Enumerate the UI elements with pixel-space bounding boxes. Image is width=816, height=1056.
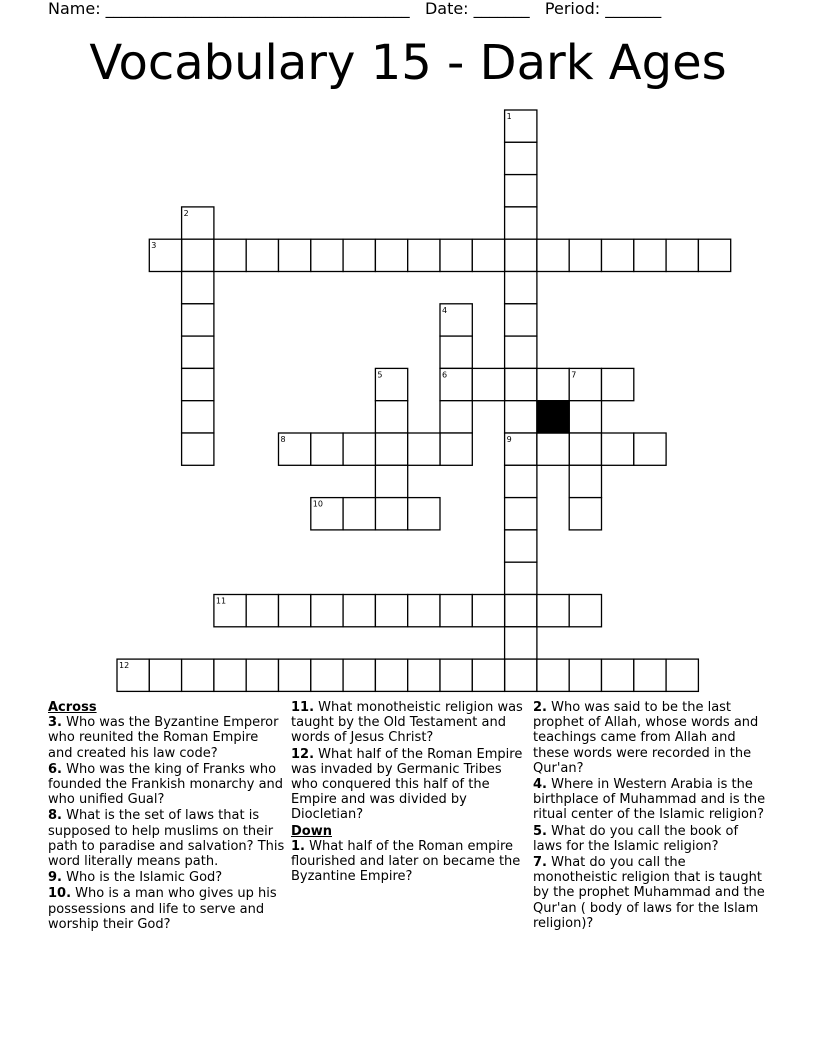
grid-cell[interactable] [182,336,214,368]
clue-text: What is the set of laws that is supposed to help muslims on their path to paradise and salvation? This word literally means path. [48,808,285,870]
clue-column-1 [48,700,286,933]
grid-cell[interactable] [440,239,472,271]
grid-cell[interactable] [505,142,537,174]
grid-cell[interactable] [602,433,634,465]
name-date-period-line[interactable]: Name: ______________________________________ Date: _______ Period: _______ [48,0,662,18]
clue-down-5 [533,824,768,854]
page-title: Vocabulary 15 - Dark Ages [89,35,727,91]
clue-number: 5. [533,823,547,839]
cell-number-6: 6 [442,370,448,380]
grid-cell[interactable] [505,498,537,530]
grid-cell[interactable] [569,401,601,433]
clue-number: 8. [48,808,62,824]
grid-cell[interactable] [182,239,214,271]
clue-text: What half of the Roman empire flourished and later on became the Byzantine Empire? [291,838,521,885]
clue-text: What half of the Roman Empire was invaded by Germanic Tribes who conquered this half of the Empire and was divided by Diocletian? [291,746,523,823]
grid-cell[interactable] [311,433,343,465]
grid-cell[interactable] [375,659,407,691]
grid-cell[interactable] [375,595,407,627]
grid-cell[interactable] [214,239,246,271]
cell-number-9: 9 [506,435,512,444]
grid-cell[interactable] [149,659,181,691]
grid-cell[interactable] [569,595,601,627]
grid-cell[interactable] [569,465,601,497]
grid-cell[interactable] [343,595,375,627]
grid-cell[interactable] [343,239,375,271]
grid-cell[interactable] [408,239,440,271]
grid-cell[interactable] [505,530,537,562]
grid-cell[interactable] [408,498,440,530]
grid-cell[interactable] [375,498,407,530]
grid-cell[interactable] [214,659,246,691]
clue-across-6 [48,762,286,808]
clue-number: 4. [533,777,547,793]
grid-cell[interactable] [408,659,440,691]
clue-across-11 [291,700,527,746]
grid-cell[interactable] [472,659,504,691]
clue-number: 9. [48,870,62,886]
clue-number: 12. [291,746,315,762]
clue-number: 2. [533,700,547,715]
clue-number: 1. [291,838,305,854]
clue-across-9 [48,870,286,885]
grid-cell[interactable] [472,239,504,271]
cell-number-12: 12 [119,661,130,671]
grid-cell[interactable] [279,659,311,691]
grid-cell[interactable] [666,239,698,271]
grid-cell[interactable] [246,595,278,627]
cell-number-5: 5 [377,370,383,380]
grid-cell[interactable] [602,659,634,691]
cell-number-8: 8 [280,435,286,444]
grid-cell[interactable] [537,239,569,271]
grid-cell[interactable] [246,239,278,271]
grid-cell[interactable] [182,433,214,465]
grid-cell[interactable] [182,272,214,304]
clue-column-2 [291,700,527,885]
clue-down-2 [533,700,768,776]
grid-cell[interactable] [505,659,537,691]
clue-text: Who is a man who gives up his possessions and life to serve and worship their God? [48,886,277,932]
grid-cell[interactable] [343,433,375,465]
grid-cell[interactable] [505,627,537,659]
grid-cell[interactable] [505,368,537,400]
cell-number-1: 1 [506,112,512,121]
clue-text: What monotheistic religion was taught by the Old Testament and words of Jesus Christ? [291,700,523,746]
grid-cell[interactable] [569,239,601,271]
grid-cell[interactable] [440,401,472,433]
clue-text: Who is the Islamic God? [66,870,223,886]
grid-cell[interactable] [311,595,343,627]
grid-cell[interactable] [182,304,214,336]
clue-number: 10. [48,886,72,902]
grid-cell[interactable] [505,465,537,497]
grid-cell[interactable] [505,595,537,627]
grid-cell[interactable] [537,433,569,465]
cell-number-7: 7 [571,370,577,380]
clue-down-1 [291,839,527,885]
grid-cell[interactable] [408,433,440,465]
grid-cell[interactable] [279,595,311,627]
clue-across-3 [48,715,286,761]
clue-number: 7. [533,855,547,871]
grid-cell[interactable] [698,239,730,271]
grid-cell[interactable] [440,595,472,627]
clue-across-8 [48,808,286,869]
grid-cell[interactable] [408,595,440,627]
down-heading: Down [291,823,332,839]
grid-cell[interactable] [375,465,407,497]
grid-cell[interactable] [472,368,504,400]
grid-cell[interactable] [343,498,375,530]
clue-number: 6. [48,761,62,777]
clue-down-4 [533,777,768,823]
grid-cell[interactable] [505,272,537,304]
clue-text: What do you call the book of laws for the Islamic religion? [533,823,739,854]
grid-cell[interactable] [505,336,537,368]
grid-cell[interactable] [569,433,601,465]
clue-number: 11. [291,700,315,715]
grid-cell[interactable] [505,239,537,271]
grid-cell[interactable] [311,239,343,271]
cell-number-2: 2 [183,208,189,218]
grid-cell[interactable] [440,433,472,465]
grid-cell[interactable] [505,175,537,207]
clue-number: 3. [48,715,62,731]
clue-text: Who was the king of Franks who founded the Frankish monarchy and who unified Gual? [48,761,284,808]
grid-cell[interactable] [311,659,343,691]
clue-text: Who was said to be the last prophet of Allah, whose words and teachings came from Allah and these words were recorded in the Qur'an? [533,700,759,776]
clue-text: What do you call the monotheistic religion that is taught by the prophet Muhammad and the Qur'an ( body of laws for the Islam religion)? [533,855,765,931]
grid-cell[interactable] [182,659,214,691]
grid-cell[interactable] [537,659,569,691]
grid-cell[interactable] [375,239,407,271]
clue-text: Who was the Byzantine Emperor who reunited the Roman Empire and created his law code? [48,715,279,761]
grid-cell[interactable] [569,498,601,530]
grid-cell[interactable] [375,401,407,433]
grid-cell[interactable] [569,659,601,691]
grid-cell[interactable] [537,368,569,400]
grid-cell[interactable] [440,336,472,368]
grid-cell[interactable] [440,659,472,691]
grid-cell[interactable] [537,595,569,627]
cell-number-11: 11 [215,596,227,606]
grid-cell[interactable] [182,401,214,433]
grid-cell[interactable] [505,304,537,336]
grid-cell[interactable] [666,659,698,691]
grid-cell[interactable] [182,368,214,400]
grid-cell[interactable] [634,659,666,691]
grid-cell[interactable] [634,239,666,271]
clue-text: Where in Western Arabia is the birthplace of Muhammad and is the ritual center of the Islamic religion? [533,777,766,823]
grid-cell[interactable] [505,207,537,239]
cell-number-4: 4 [442,305,448,315]
grid-cell[interactable] [634,433,666,465]
cell-number-3: 3 [151,241,157,251]
grid-cell[interactable] [279,239,311,271]
grid-cell[interactable] [343,659,375,691]
grid-cell[interactable] [246,659,278,691]
grid-cell[interactable] [472,595,504,627]
clue-down-7 [533,855,768,931]
grid-cell[interactable] [505,562,537,594]
across-heading: Across [48,700,97,715]
clue-across-12 [291,747,527,823]
clue-across-10 [48,886,286,932]
grid-cell[interactable] [602,368,634,400]
black-square [537,401,569,433]
cell-number-10: 10 [312,499,323,509]
grid-cell[interactable] [375,433,407,465]
clue-column-3 [533,700,768,932]
grid-cell[interactable] [602,239,634,271]
grid-cell[interactable] [505,401,537,433]
